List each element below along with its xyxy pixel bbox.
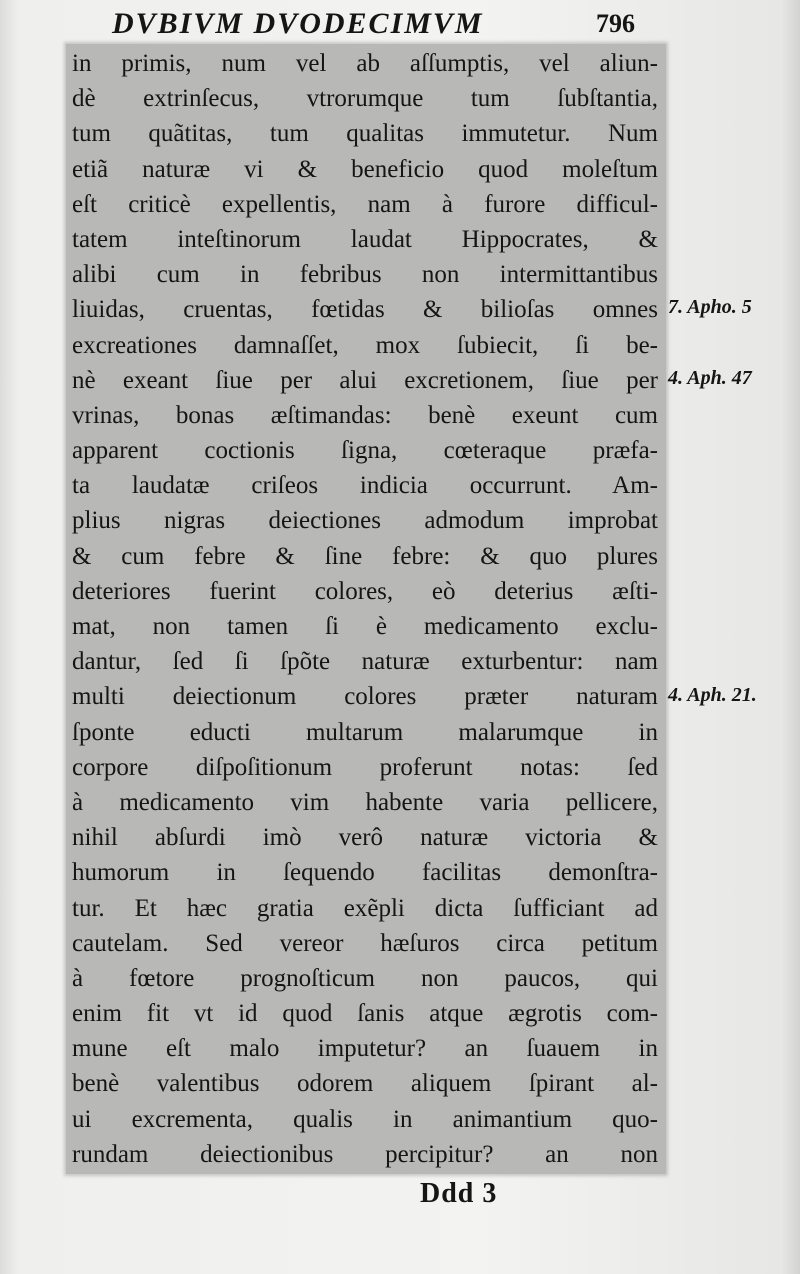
text-line: ſponte educti multarum malarumque in xyxy=(72,718,658,746)
text-line: etiã naturæ vi & beneficio quod moleſtum xyxy=(72,155,658,183)
text-line: alibi cum in febribus non intermittantibus xyxy=(72,261,658,289)
text-line: dantur, ſed ſi ſpõte naturæ exturbentur: nam xyxy=(72,648,658,676)
page-edge xyxy=(780,0,800,1274)
marginal-note: 4. Aph. 21. xyxy=(668,683,757,706)
text-line: ui excrementa, qualis in animantium quo- xyxy=(72,1105,658,1133)
marginal-note: 4. Aph. 47 xyxy=(668,366,752,389)
text-line: nè exeant ſiue per alui excretionem, ſiue per xyxy=(72,366,658,394)
text-line: mat, non tamen ſi è medicamento exclu- xyxy=(72,613,658,640)
text-line: apparent coctionis ſigna, cœteraque præfa- xyxy=(72,437,658,465)
text-line: rundam deiectionibus percipitur? an non xyxy=(72,1140,658,1168)
text-line: & cum febre & ſine febre: & quo plures xyxy=(72,542,658,570)
text-line: tatem inteſtinorum laudat Hippocrates, & xyxy=(72,225,658,253)
text-line: multi deiectionum colores præter naturam xyxy=(72,683,658,711)
text-line: humorum in ſequendo facilitas demonſtra- xyxy=(72,859,658,887)
running-title: DVBIVM DVODECIMVM xyxy=(112,7,484,40)
text-line: in primis, num vel ab aſſumptis, vel aliun- xyxy=(72,50,658,77)
text-line: liuidas, cruentas, fœtidas & bilioſas omnes xyxy=(72,296,658,324)
text-line: corpore diſpoſitionum proferunt notas: ſed xyxy=(72,753,658,781)
text-line: eſt criticè expellentis, nam à furore difficul- xyxy=(72,190,658,218)
body-text xyxy=(72,46,658,1172)
text-line: ta laudatæ criſeos indicia occurrunt. Am- xyxy=(72,472,658,500)
text-line: benè valentibus odorem aliquem ſpirant al- xyxy=(72,1070,658,1098)
text-line: tur. Et hæc gratia exẽpli dicta ſufficiant ad xyxy=(72,894,658,922)
text-line: nihil abſurdi imò verô naturæ victoria & xyxy=(72,824,658,852)
text-line: cautelam. Sed vereor hæſuros circa petitum xyxy=(72,929,658,957)
text-line: plius nigras deiectiones admodum improbat xyxy=(72,507,658,535)
text-line: dè extrinſecus, vtrorumque tum ſubſtantia, xyxy=(72,85,658,113)
text-line: enim fit vt id quod ſanis atque ægrotis com- xyxy=(72,1000,658,1028)
text-line: à fœtore prognoſticum non paucos, qui xyxy=(72,964,658,992)
text-line: vrinas, bonas æſtimandas: benè exeunt cum xyxy=(72,401,658,429)
text-line: deteriores fuerint colores, eò deterius æſti- xyxy=(72,577,658,605)
text-line: tum quãtitas, tum qualitas immutetur. Num xyxy=(72,120,658,148)
text-line: excreationes damnaſſet, mox ſubiecit, ſi be- xyxy=(72,331,658,359)
text-line: mune eſt malo imputetur? an ſuauem in xyxy=(72,1035,658,1063)
running-header xyxy=(112,4,672,44)
marginal-note: 7. Apho. 5 xyxy=(668,296,752,319)
page-number: 796 xyxy=(596,9,635,38)
signature-mark: Ddd 3 xyxy=(420,1178,498,1209)
text-line: à medicamento vim habente varia pellicere, xyxy=(72,788,658,816)
